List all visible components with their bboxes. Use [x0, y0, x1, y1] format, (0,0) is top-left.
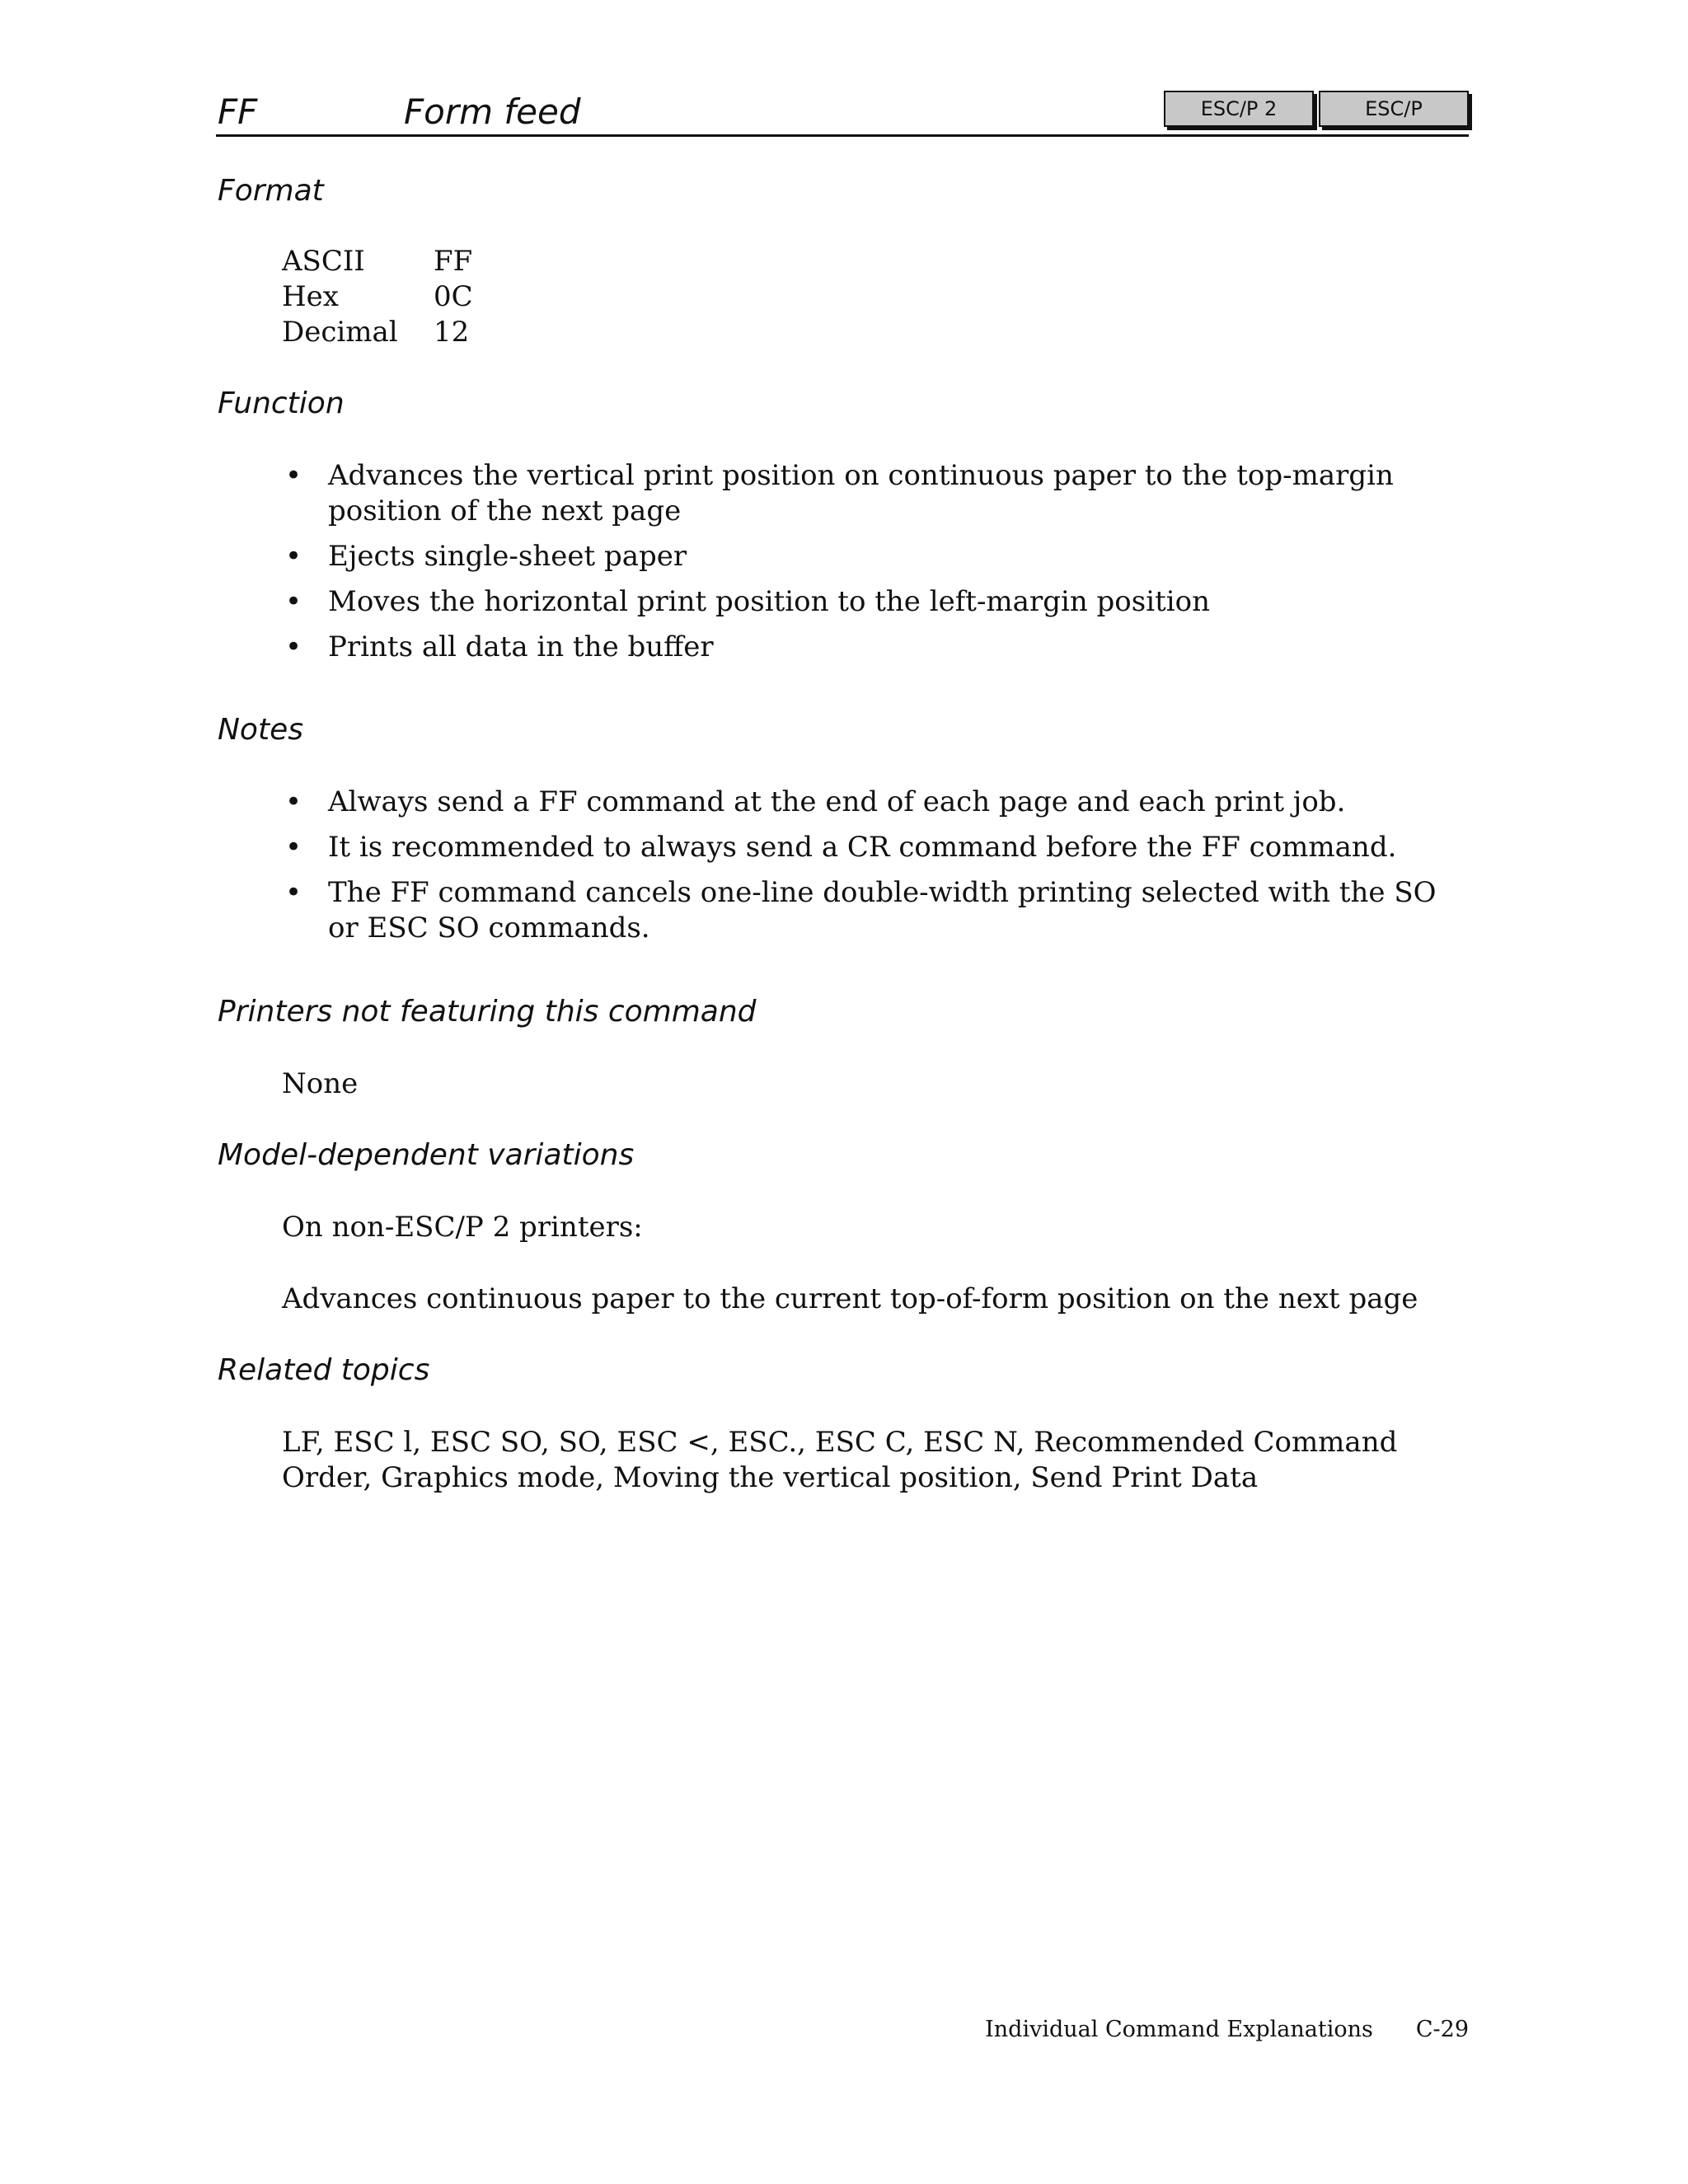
list-item-text: Prints all data in the buffer: [328, 630, 714, 663]
bullet-icon: •: [285, 585, 302, 618]
list-item: [282, 785, 1452, 820]
format-value: 12: [434, 316, 470, 349]
list-item: [282, 875, 1452, 946]
compatibility-badges: [1164, 91, 1469, 127]
format-heading: Format: [218, 174, 324, 208]
footer-page-number: C-29: [1415, 2017, 1469, 2042]
related-topics-heading: Related topics: [218, 1353, 430, 1387]
badge-escp2: ESC/P 2: [1164, 91, 1314, 127]
list-item: [282, 584, 1452, 620]
function-heading: Function: [218, 387, 345, 420]
model-dependent-heading: Model-dependent variations: [218, 1138, 635, 1172]
printers-not-featuring-text: None: [282, 1067, 359, 1100]
list-item: [282, 539, 1452, 574]
format-value: 0C: [434, 280, 473, 313]
model-dependent-text: Advances continuous paper to the current top-of-form position on the next page: [282, 1282, 1418, 1315]
format-row-decimal: [282, 315, 473, 350]
format-row-ascii: [282, 244, 473, 279]
model-dependent-intro: On non-ESC/P 2 printers:: [282, 1211, 643, 1244]
format-label: ASCII: [282, 245, 365, 278]
function-list: [282, 458, 1452, 675]
format-value: FF: [434, 245, 473, 278]
printers-not-featuring-heading: Printers not featuring this command: [218, 995, 757, 1029]
bullet-icon: •: [285, 785, 302, 818]
notes-heading: Notes: [218, 713, 303, 747]
list-item-text: Always send a FF command at the end of each page and each print job.: [328, 785, 1346, 818]
format-table: [282, 244, 473, 350]
bullet-icon: •: [285, 630, 302, 663]
command-header: [216, 87, 1469, 137]
format-label: Hex: [282, 280, 339, 313]
command-title: Form feed: [404, 91, 581, 132]
footer-section: Individual Command Explanations: [985, 2017, 1373, 2042]
bullet-icon: •: [285, 540, 302, 573]
bullet-icon: •: [285, 831, 302, 864]
list-item: [282, 458, 1452, 529]
notes-list: [282, 785, 1452, 956]
list-item-text: Moves the horizontal print position to the left-margin position: [328, 585, 1211, 618]
list-item: [282, 830, 1452, 865]
manual-page: [216, 0, 1469, 2184]
list-item-text: Ejects single-sheet paper: [328, 540, 687, 573]
badge-escp: ESC/P: [1319, 91, 1469, 127]
list-item-text: Advances the vertical print position on continuous paper to the top-margin position of the next page: [328, 459, 1394, 527]
list-item-text: It is recommended to always send a CR command before the FF command.: [328, 831, 1397, 864]
related-topics-text: LF, ESC l, ESC SO, SO, ESC <, ESC., ESC C, ESC N, Recommended Command Order, Graphics mode, Moving the vertical position, Send Print Data: [282, 1426, 1398, 1494]
page-footer: [216, 2016, 1469, 2044]
bullet-icon: •: [285, 876, 302, 909]
list-item-text: The FF command cancels one-line double-width printing selected with the SO or ESC SO commands.: [328, 876, 1437, 944]
command-code: FF: [218, 91, 258, 132]
bullet-icon: •: [285, 459, 302, 492]
format-label: Decimal: [282, 316, 398, 349]
format-row-hex: [282, 279, 473, 315]
list-item: [282, 630, 1452, 665]
